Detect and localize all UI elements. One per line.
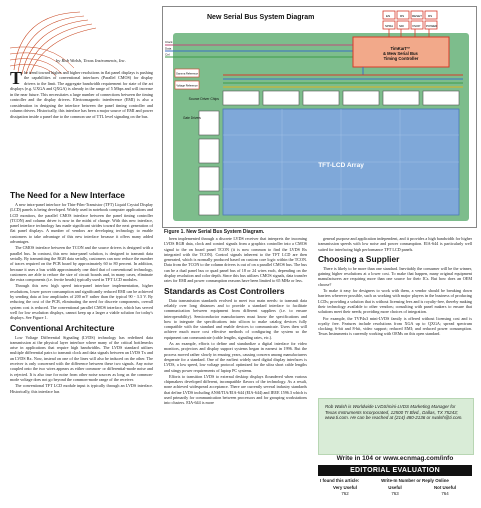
paragraph: Through this new high speed intra-panel interface implementation, higher resolutions, lower power consumption and significantly reduced EMI can be achieved by sending data at low amplitudes of 200 mV rather than the typical 90 - 3.3 V. By reducing the cost of the PCB, eliminating the need for discrete components, overall system cost is reduced. The conventional parallel CMOS interface, which has served well for low resolution displays, cannot keep up a larger a viable solution for today's displays. See Figure 1.	[10, 283, 153, 321]
source-drivers-label: Source Driver Chips	[188, 97, 219, 101]
timing-controller-label-line: & Mew Serial Bus	[382, 51, 418, 56]
gate-driver-chip	[199, 139, 219, 163]
connector-label: RS	[400, 14, 405, 18]
eval-number: 762	[341, 491, 349, 496]
editorial-evaluation-row	[318, 478, 472, 502]
paragraph: Low Voltage Differential Signaling (LVDS) technology has redefined data transmission at the physical layer interface where many of the critical bottlenecks arise in applications that require high bandwidths. The LVDS standard utilizes multiple differential pairs to transmit clock and data signals between an LVDS Tx and an LVDS Rx. Now, instead on one of the lines will also be induced on the other. The receiver is only concerned with the difference between these two signals. Any noise coupled onto the two wires appears as either common- or differential-mode noise and is rejected. It is also true for noise from other noise sources as long as the common-mode voltage does not go beyond the common-mode range of the receiver.	[10, 334, 153, 382]
paragraph: Data transmission standards evolved to meet two main needs: to transmit data reliably over long distances and to provide a standard interface to facilitate communication between equipment from different suppliers (i.e. to ensure interoperability). Semiconductor manufacturers must know the specifications and how to integrate the specifications into silicon to make catalog devices fully compatible with the standard and enable devices to communicate. Users then will achieve much more cost effective methods of configuring the system so the equipment can communicate (cable lengths, signaling rates, etc.).	[164, 297, 307, 340]
intro-paragraph	[10, 70, 153, 119]
diagram-title: New Serial Bus System Diagram	[207, 14, 315, 21]
tft-lcd-label: TFT-LCD Array	[318, 162, 364, 169]
source-driver-chip	[303, 91, 339, 105]
eval-category[interactable]: Not Useful	[434, 485, 456, 490]
write-in-link[interactable]: Write in 104 or www.ecnmag.com/info	[336, 455, 454, 462]
paragraph: A new intra-panel interface for Thin-Film-Transistor (TFT) Liquid Crystal Display (LCD) panels is being developed. Widely used in notebook computer applications and LCD monitors, the parallel CMOS interface between the panel timing controller (TCON) and column driver is now in the midst of change. With this new interface, panel interface technology has made significant strides toward the next generation of flat panel displays. A number of vendors are developing technology to enable customers to take advantage of this new interface because it offers many added advantages.	[10, 202, 153, 245]
eval-writein-label: Write-In Number or Reply Online	[381, 478, 449, 483]
connector-label: VSOP	[412, 24, 421, 28]
paragraph: There is likely to be more than one standard. Inevitably the consumer will be the winner, gaining higher resolutions at a lower cost. To make that happen, many original equipment manufacturers are requiring more than one source for their ICs. But how does an OEM choose?	[318, 265, 472, 287]
figure-caption: Figure 1. New Serial Bus System Diagram.	[164, 229, 265, 235]
source-driver-chip	[343, 91, 379, 105]
section-heading-conventional: Conventional Architecture	[10, 322, 115, 333]
connector-label: RESET	[412, 14, 423, 18]
paragraph: been implemented through a discrete LVDS receiver that interprets the incoming LVDS RGB data, clock and control signals from a graphics controller into a CMOS signal to the on board panel TCON (it is now common to find the LVDS Rx integrated with the TCON). Control signals inherent to the TFT LCD are then generated, which is normally produced based on custom core logic within the TCON. Data from the TCON to the column drivers is out of on a parallel CMOS bus. The bus can be a dual panel bus or quad panel bus of 18 or 24 wires each, depending on the display resolution and color depth. Since this bus utilizes CMOS signals, data transfer rates for EMI and power consumption reasons have been limited to 65 MHz or less.	[164, 236, 307, 284]
section-heading-standards: Standards as Cost Controllers	[164, 285, 285, 296]
middle-column	[164, 236, 307, 407]
author-bio: Rob Walsh is Worldwide LVDS/mini-LVDS Marketing Manager for Texas Instruments Incorporated, 12500 TI Blvd., Dallas, TX 75243; www.ti.com. He can be reached at (214) 480-2136 or rwalsh@ti.com.	[325, 404, 463, 421]
timing-controller-label-line: TimKart™	[390, 46, 411, 51]
connector-label: SPRA	[385, 24, 394, 28]
paragraph: To make it easy for designers to work with them, a vendor should be breaking down barriers wherever possible, such as working with major players in the business of producing LCDs; providing a solution that is without licensing fees and is royalty-free, thereby making their technology available to other vendors; consulting with panel makers to ensure that solutions meet their needs; providing more choices of integration.	[318, 288, 472, 315]
right-column	[318, 236, 472, 338]
voltage-reference-label: Voltage Reference	[176, 84, 198, 88]
connector-label: POWER	[426, 24, 438, 28]
connector-label: EN	[386, 14, 391, 18]
source-driver-chip	[383, 91, 419, 105]
input-label: Data	[165, 46, 172, 51]
input-label: Ctrl	[165, 52, 170, 57]
gamma-reference-label: Gamma Reference	[176, 72, 198, 76]
top-connector-boxes	[383, 11, 438, 29]
paragraph: general purpose and application independent, and it provides a high bandwidth for higher transmission speeds with low noise and power consumption. EIA-644 is particularly well suited for interfacing high performance TFT LCD panels.	[318, 236, 472, 252]
paragraph: As an example, efforts to define and standardize a digital interface for video monitors, projectors and display support systems began in earnest in 1996. But the process moved rather slowly in ensuing years, causing concern among manufacturers desperate for a standard. One of the earliest widely used digital display interfaces is LVDS, a low speed, low voltage protocol optimized for the ultra short cable lengths and stingy power requirements of laptop PC systems.	[164, 341, 307, 373]
paragraph: For example, the TVP4x3 mini-LVDS family is offered without licensing cost and is royalty free. Features include resolutions from XGA up to QXGA; spread spectrum clocking; 6-bit and 8-bit, video support; reduced EMI; and reduced power consumption. Texas Instruments is currently working with OEMs on this open standard.	[318, 315, 472, 337]
section-heading-need: The Need for a New Interface	[10, 190, 125, 200]
eval-number: 763	[391, 491, 399, 496]
editorial-evaluation-banner: EDITORIAL EVALUATION	[318, 465, 472, 476]
eval-number: 764	[441, 491, 449, 496]
source-driver-chip	[263, 91, 299, 105]
gate-driver-chip	[199, 167, 219, 191]
timing-controller-label-line: Timing Controller	[383, 56, 419, 61]
section-heading-supplier: Choosing a Supplier	[318, 253, 400, 264]
byline: by Rob Walsh, Texas Instruments, Inc.	[56, 58, 126, 63]
gate-drivers-label: Gate Drivers	[183, 116, 201, 120]
author-info-box	[318, 398, 474, 455]
connector-label: RS	[428, 14, 433, 18]
eval-category[interactable]: Very Useful	[333, 485, 357, 490]
paragraph: The CMOS interface between the TCON and the source drivers is designed with a parallel bus. In contrast, this new intra-panel solution, is designed to transmit data serially. By transmitting the RGB data serially, customers can now reduce the number of traces required on the PCB board by approximately 60 to 80 percent. In addition, because it uses a bus width approximately one third that of conventional technology, customers are able to reduce the size of circuit boards and, in many cases, eliminate the extra components (i.e. ferrite beads) typically used in TFT LCD modules.	[10, 245, 153, 283]
decorative-arc-ornament	[10, 8, 150, 76]
system-diagram-figure	[162, 6, 477, 228]
source-driver-chip	[423, 91, 459, 105]
drop-cap: T	[10, 68, 23, 88]
source-driver-chip	[223, 91, 259, 105]
paragraph: Efforts to transition LVDS to external desktop displays floundered when various chipmakers developed different, incompatible flavors of the technology. As a result, none achieved widespread acceptance. There are currently several industry standards that define LVDS including ANSI/TIA/EIA-644 (EIA-644) and IEEE 1596.3 which is used primarily for communication between processors and for grouping workstations into clusters. EIA-644 is more	[164, 373, 307, 406]
input-label: Clock	[165, 40, 173, 44]
gate-driver-chip	[199, 111, 219, 135]
system-diagram	[163, 7, 476, 227]
eval-category[interactable]: Useful	[388, 485, 402, 490]
intro-text: he trend toward higher and higher resolutions in flat panel displays is pushing the capabilities of conventional interfaces (Parallel CMOS) for display drivers to the limit. The aggregate bandwidth requirement for state of the art displays (e.g. UXGA and QXGA) is already in the range of 5 Mbps and will increase in the near future. This necessitates a large number of connections between the timing controller and the display drivers. Electromagnetic interference (EMI) is also a consideration in designing the interface between the panel timing controller and column drivers. Historically, this interface has been a major source of EMI and power dissipation inside a panel due to the common use of TTL level signaling on the bus.	[10, 70, 153, 119]
connector-label: SDI	[399, 24, 405, 28]
eval-found-label: I found this article:	[320, 478, 360, 483]
paragraph: The conventional TFT LCD module input is typically through an LVDS interface. Historically, this interface has	[10, 383, 153, 394]
gate-driver-chip	[199, 195, 219, 215]
left-column	[10, 188, 153, 395]
gate-drivers	[199, 111, 219, 215]
